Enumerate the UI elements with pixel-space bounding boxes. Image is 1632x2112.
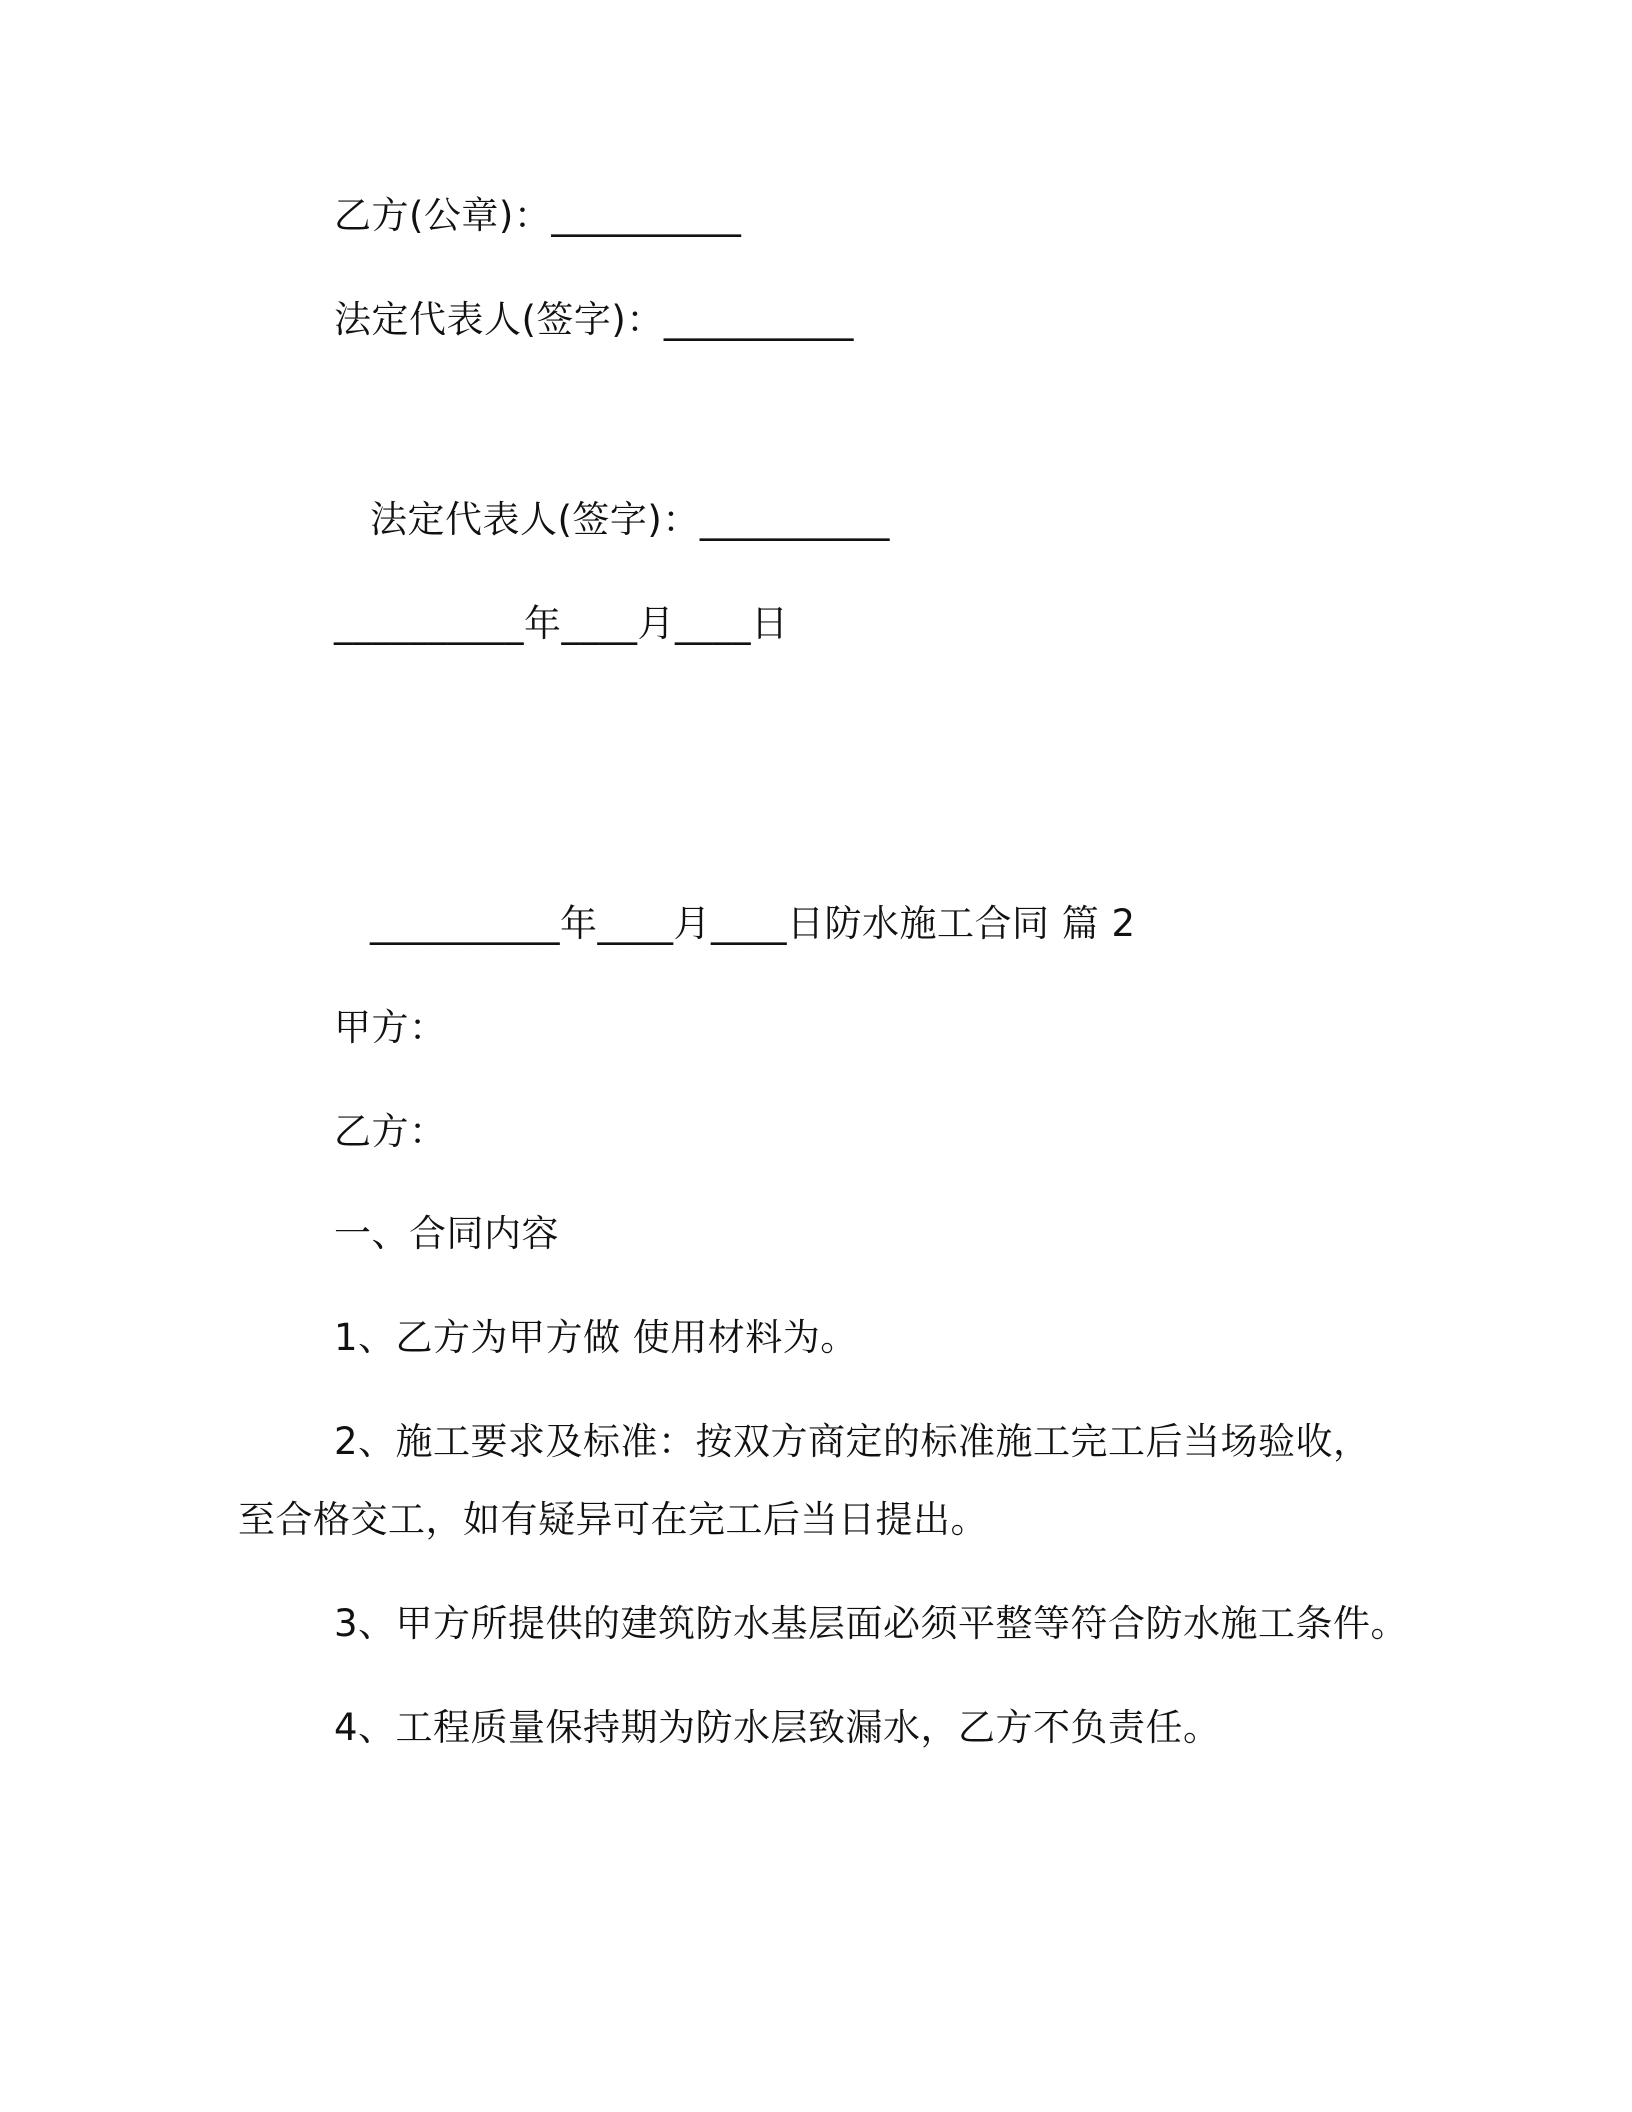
legal-rep-signature-line: 法定代表人(签字)：__________ (334, 298, 854, 341)
legal-rep-signature-line-2: 法定代表人(签字)：__________ (370, 498, 890, 541)
date-line: __________年____月____日 (334, 602, 789, 645)
clause-2-line-2: 至合格交工，如有疑异可在完工后当日提出。 (238, 1498, 988, 1541)
party-b-label: 乙方： (334, 1110, 447, 1153)
party-a-label: 甲方： (334, 1006, 447, 1049)
clause-1: 1、乙方为甲方做 使用材料为。 (334, 1316, 858, 1359)
section-title: __________年____月____日防水施工合同 篇 2 (370, 902, 1136, 945)
clause-4: 4、工程质量保持期为防水层致漏水，乙方不负责任。 (334, 1706, 1221, 1749)
clause-2-line-1: 2、施工要求及标准：按双方商定的标准施工完工后当场验收， (334, 1420, 1371, 1463)
contract-content-heading: 一、合同内容 (334, 1212, 559, 1255)
clause-3: 3、甲方所提供的建筑防水基层面必须平整等符合防水施工条件。 (334, 1602, 1409, 1645)
party-b-seal-line: 乙方(公章)：__________ (334, 194, 742, 237)
